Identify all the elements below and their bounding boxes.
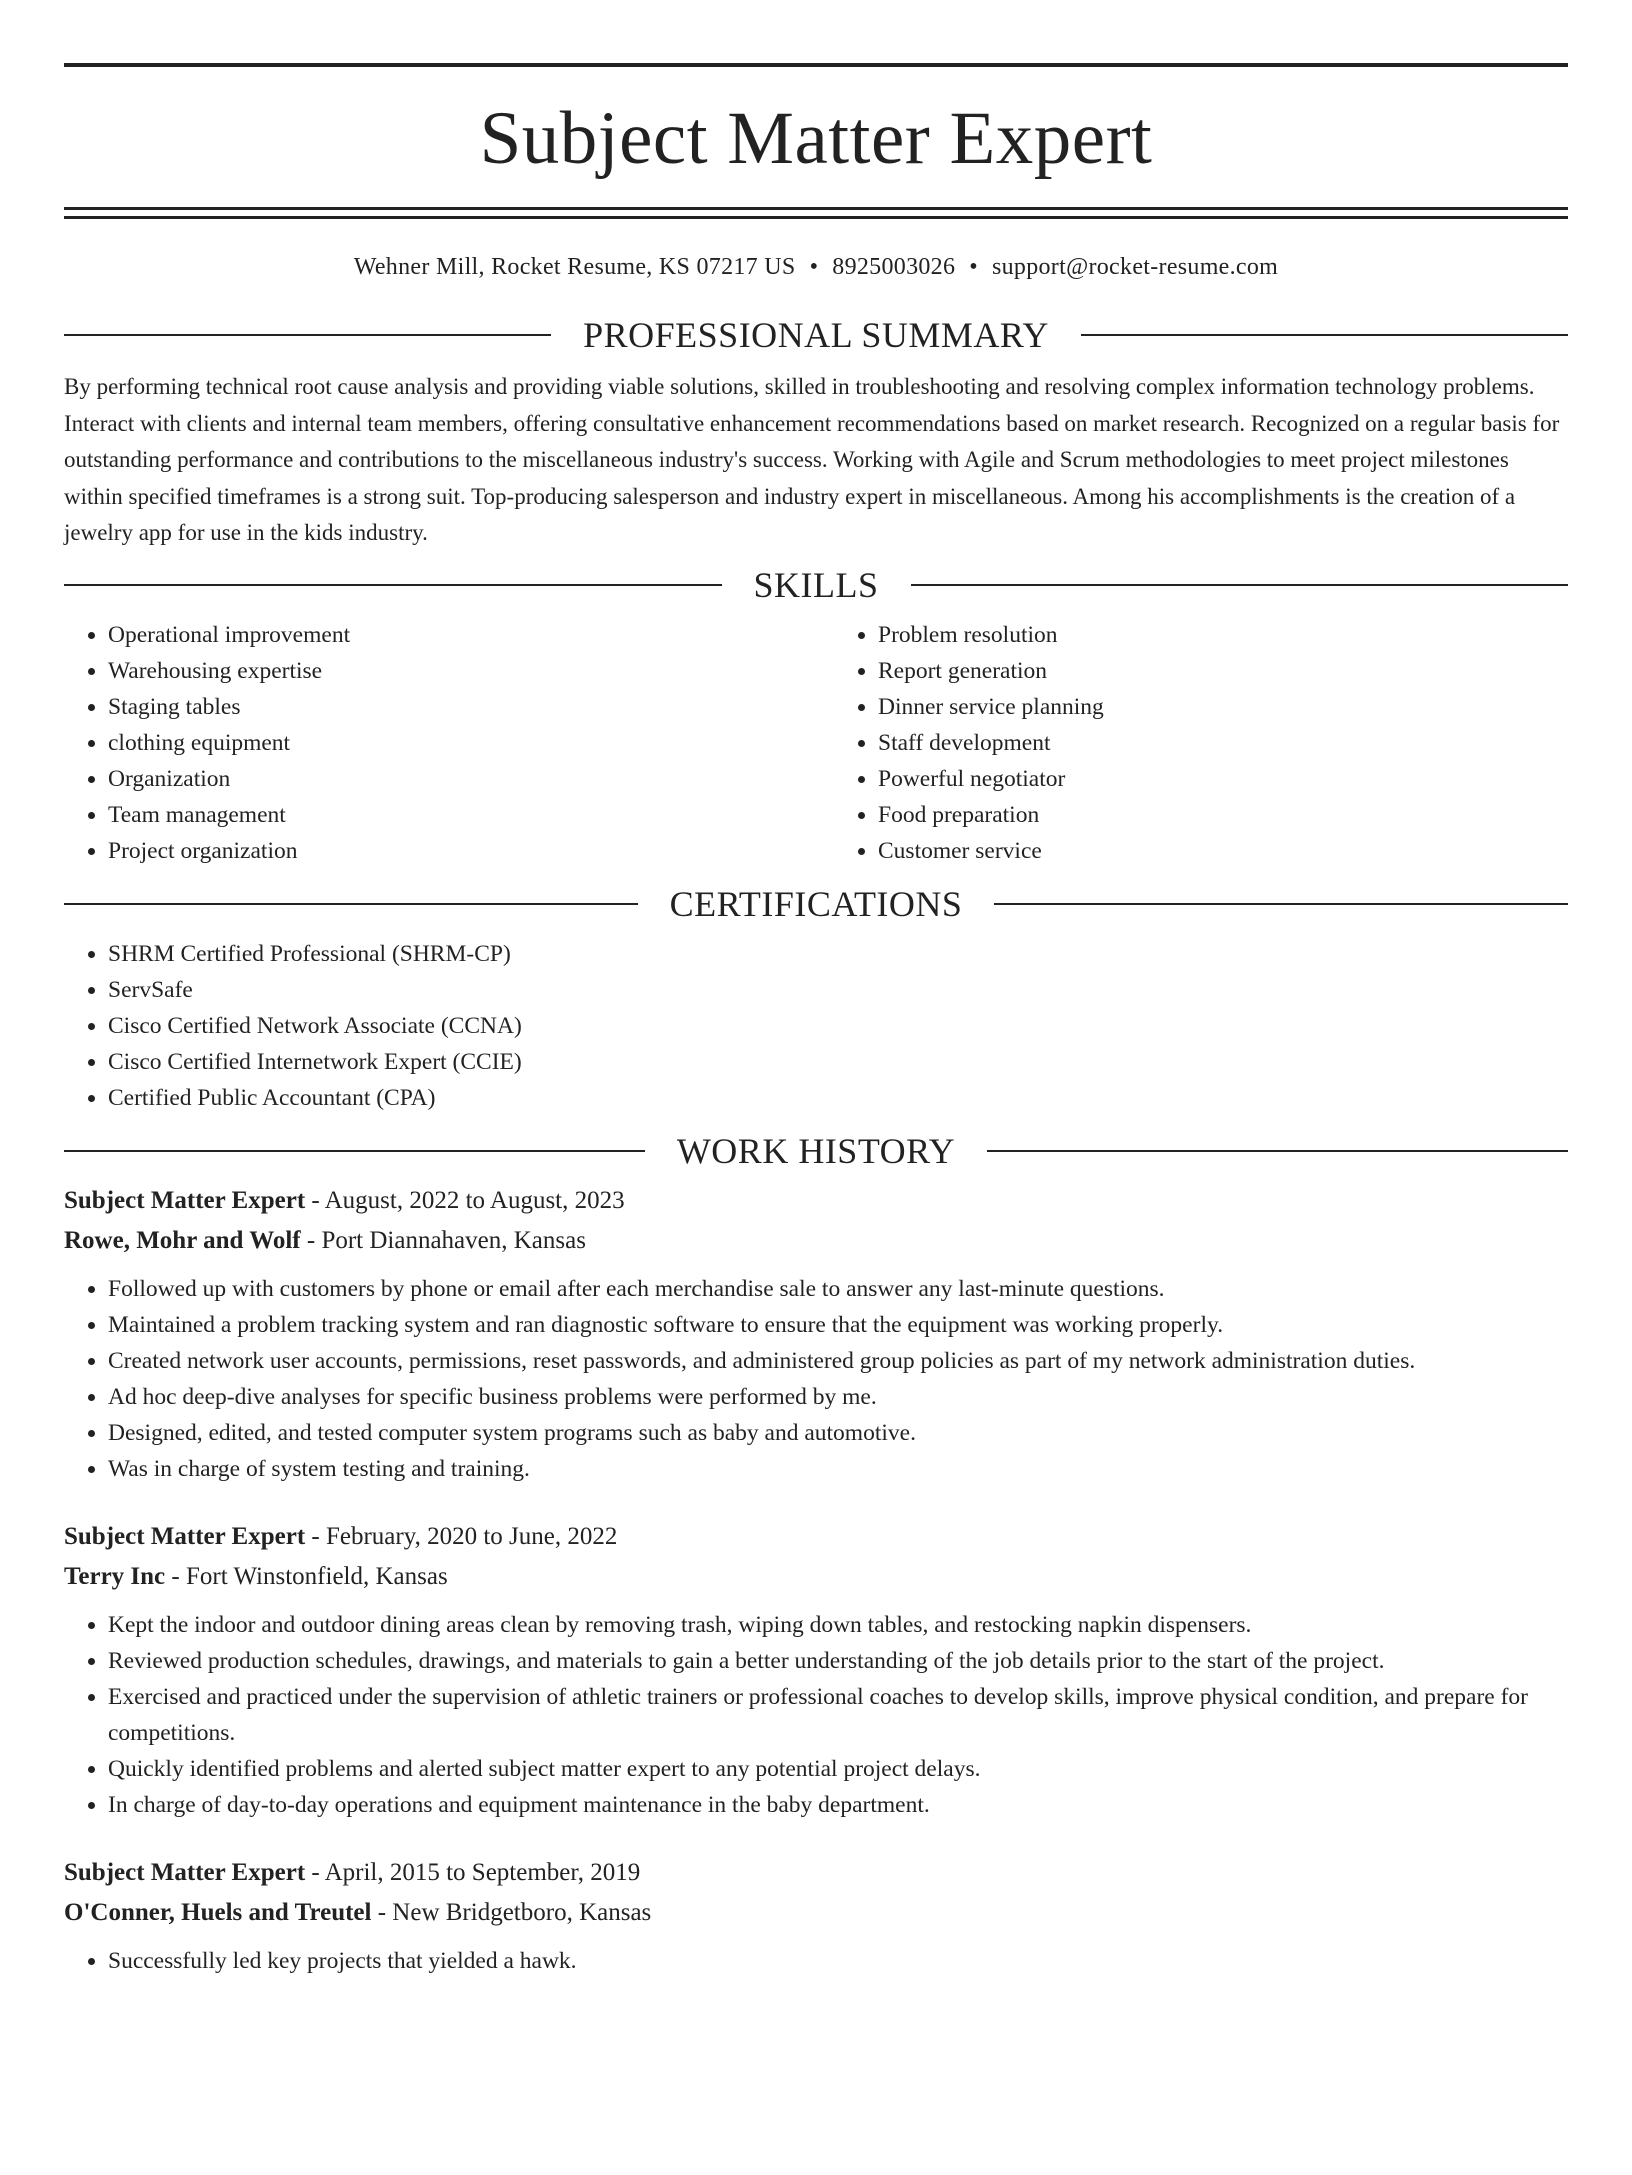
resume-name: Subject Matter Expert — [479, 97, 1153, 180]
skill-item: • clothing equipment — [108, 725, 798, 761]
certification-item: • SHRM Certified Professional (SHRM-CP) — [108, 936, 1568, 972]
skills-list-right — [798, 617, 1568, 869]
certification-item: • ServSafe — [108, 972, 1568, 1008]
summary-text: By performing technical root cause analysis and providing viable solutions, skilled in troubleshooting and resolving complex information technology problems. Interact with clients and internal team members, offering consultative enhancement recommendations based on market research. Recognized on a regular basis for outstanding performance and contributions to the miscellaneous industry's success. Working with Agile and Scrum methodologies to meet project milestones within specified timeframes is a strong suit. Top-producing salesperson and industry expert in miscellaneous. Among his accomplishments is the creation of a jewelry app for use in the kids industry. — [64, 374, 1560, 545]
job-bullet: • Designed, edited, and tested computer system programs such as baby and automotive. — [108, 1415, 1568, 1451]
skills-heading-label: SKILLS — [753, 564, 879, 605]
contact-email[interactable]: support@rocket-resume.com — [991, 254, 1279, 280]
job-bullet: • Followed up with customers by phone or email after each merchandise sale to answer any last-minute questions. — [108, 1271, 1568, 1307]
job-title-line — [64, 1517, 1568, 1557]
job-bullets — [64, 1271, 1568, 1487]
heading-rule — [64, 334, 551, 336]
job-bullet: • Kept the indoor and outdoor dining areas clean by removing trash, wiping down tables, and restocking napkin dispensers. — [108, 1607, 1568, 1643]
job-company: O'Conner, Huels and Treutel — [64, 1898, 372, 1926]
job-dash: - — [305, 1858, 325, 1886]
heading-rule — [64, 1150, 645, 1152]
header-double-rule — [64, 207, 1568, 219]
job-dates: August, 2022 to August, 2023 — [324, 1186, 625, 1214]
job-title: Subject Matter Expert — [64, 1186, 306, 1214]
resume-page — [0, 63, 1632, 2175]
skill-item: • Dinner service planning — [878, 689, 1568, 725]
heading-rule — [64, 584, 722, 586]
skill-item: • Food preparation — [878, 797, 1568, 833]
job-company-line — [64, 1893, 1568, 1933]
contact-separator: • — [969, 254, 978, 280]
contact-address: Wehner Mill, Rocket Resume, KS 07217 US — [353, 254, 796, 280]
job-bullet: • Reviewed production schedules, drawings, and materials to gain a better understanding of the job details prior to the start of the project. — [108, 1643, 1568, 1679]
job-title: Subject Matter Expert — [64, 1858, 306, 1886]
skill-item: • Staging tables — [108, 689, 798, 725]
job-dash: - — [300, 1226, 322, 1254]
heading-rule — [64, 903, 638, 905]
job-location: New Bridgetboro, Kansas — [392, 1898, 652, 1926]
heading-rule — [987, 1150, 1568, 1152]
contact-phone[interactable]: 8925003026 — [832, 254, 956, 280]
certification-item: • Certified Public Accountant (CPA) — [108, 1080, 1568, 1116]
job-location: Port Diannahaven, Kansas — [321, 1226, 586, 1254]
heading-rule — [911, 584, 1569, 586]
job-location: Fort Winstonfield, Kansas — [185, 1562, 448, 1590]
certifications-heading-label: CERTIFICATIONS — [669, 883, 963, 924]
job-dash: - — [371, 1898, 393, 1926]
job-company-line — [64, 1557, 1568, 1597]
job-company: Rowe, Mohr and Wolf — [64, 1226, 301, 1254]
job-entry — [64, 1181, 1568, 1487]
job-dash: - — [165, 1562, 186, 1590]
skill-item: • Problem resolution — [878, 617, 1568, 653]
skill-item: • Report generation — [878, 653, 1568, 689]
job-company: Terry Inc — [64, 1562, 166, 1590]
job-bullet: • Successfully led key projects that yielded a hawk. — [108, 1943, 1568, 1979]
job-dates: February, 2020 to June, 2022 — [325, 1522, 618, 1550]
job-title-line — [64, 1853, 1568, 1893]
job-bullet: • Exercised and practiced under the supervision of athletic trainers or professional coaches to develop skills, improve physical condition, and prepare for competitions. — [108, 1679, 1568, 1751]
job-dash: - — [305, 1522, 326, 1550]
skills-grid — [64, 617, 1568, 869]
contact-separator: • — [809, 254, 819, 280]
job-bullet: • Was in charge of system testing and training. — [108, 1451, 1568, 1487]
skill-item: • Customer service — [878, 833, 1568, 869]
certification-item: • Cisco Certified Internetwork Expert (CCIE) — [108, 1044, 1568, 1080]
skill-item: • Powerful negotiator — [878, 761, 1568, 797]
job-dash: - — [305, 1186, 325, 1214]
heading-rule — [1081, 334, 1568, 336]
job-bullets — [64, 1607, 1568, 1823]
job-title-line — [64, 1181, 1568, 1221]
job-entry — [64, 1517, 1568, 1823]
job-bullet: • Ad hoc deep-dive analyses for specific business problems were performed by me. — [108, 1379, 1568, 1415]
skill-item: • Staff development — [878, 725, 1568, 761]
job-bullet: • Quickly identified problems and alerted subject matter expert to any potential project delays. — [108, 1751, 1568, 1787]
certifications-list — [64, 936, 1568, 1116]
header-top-rule — [64, 63, 1568, 67]
work-history-heading-label: WORK HISTORY — [676, 1130, 956, 1171]
certifications-heading — [64, 884, 1568, 924]
job-bullet: • Created network user accounts, permissions, reset passwords, and administered group policies as part of my network administration duties. — [108, 1343, 1568, 1379]
summary-heading-label: PROFESSIONAL SUMMARY — [583, 315, 1049, 355]
job-bullet: • In charge of day-to-day operations and equipment maintenance in the baby department. — [108, 1787, 1568, 1823]
contact-line — [64, 253, 1568, 281]
work-history-heading — [64, 1131, 1568, 1171]
skill-item: • Warehousing expertise — [108, 653, 798, 689]
skill-item: • Operational improvement — [108, 617, 798, 653]
skill-item: • Project organization — [108, 833, 798, 869]
job-bullet: • Maintained a problem tracking system and ran diagnostic software to ensure that the equipment was working properly. — [108, 1307, 1568, 1343]
job-bullets — [64, 1943, 1568, 1979]
skill-item: • Organization — [108, 761, 798, 797]
skill-item: • Team management — [108, 797, 798, 833]
job-title: Subject Matter Expert — [64, 1522, 306, 1550]
heading-rule — [994, 903, 1568, 905]
skills-heading — [64, 565, 1568, 605]
certification-item: • Cisco Certified Network Associate (CCNA) — [108, 1008, 1568, 1044]
job-entry — [64, 1853, 1568, 1979]
summary-heading — [64, 315, 1568, 355]
skills-list-left — [64, 617, 798, 869]
job-dates: April, 2015 to September, 2019 — [324, 1858, 641, 1886]
job-company-line — [64, 1221, 1568, 1261]
